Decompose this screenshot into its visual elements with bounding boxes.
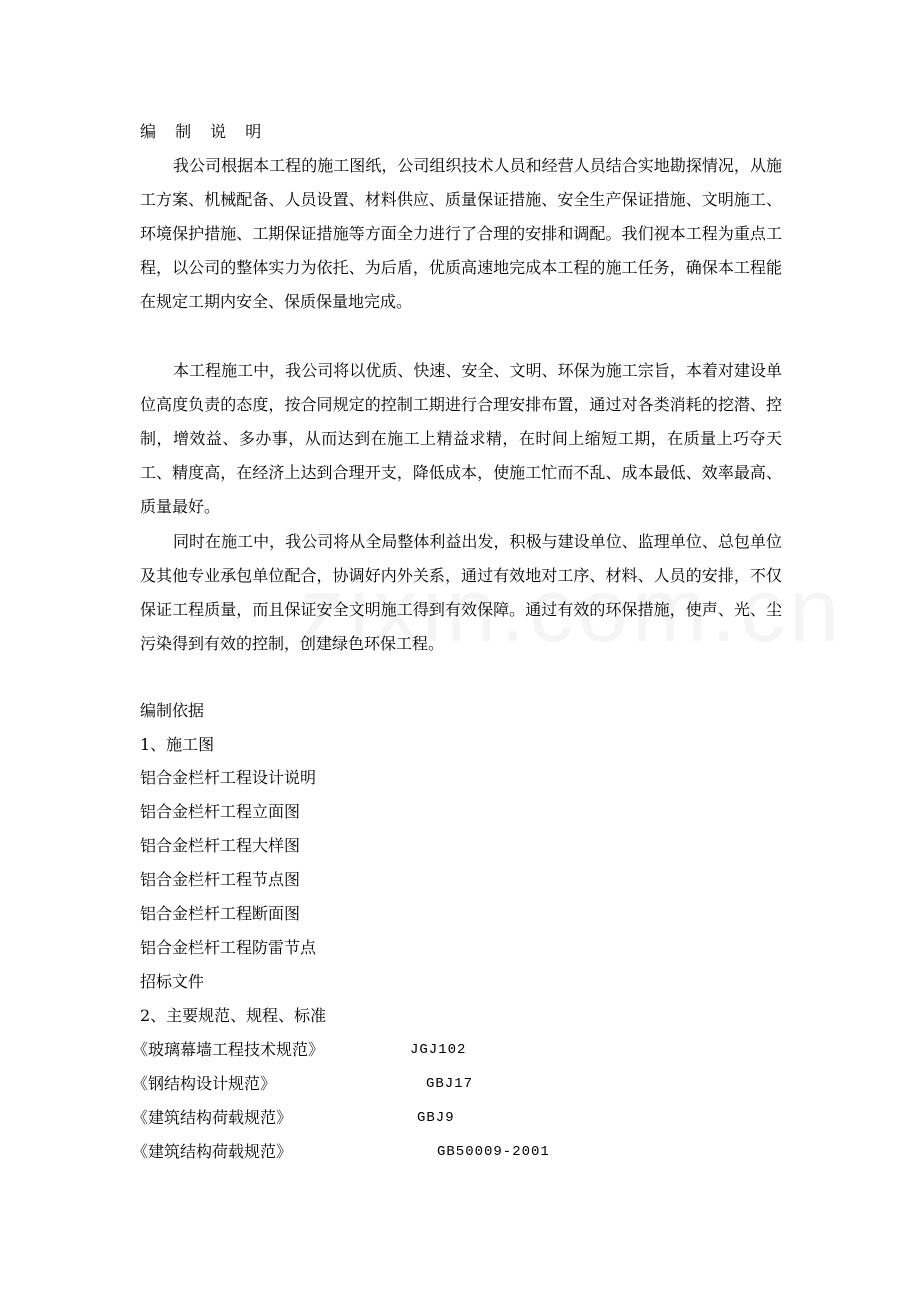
standard-code: GBJ17 — [426, 1076, 474, 1092]
standard-name: 《钢结构设计规范》 — [132, 1074, 277, 1093]
standards-section-title: 2、主要规范、规程、标准 — [140, 1006, 327, 1025]
drawing-item: 招标文件 — [140, 972, 205, 991]
drawings-section-title: 1、施工图 — [140, 735, 215, 754]
drawing-item: 铝合金栏杆工程立面图 — [140, 802, 301, 821]
basis-title: 编制依据 — [140, 701, 205, 720]
standard-name: 《建筑结构荷载规范》 — [132, 1142, 293, 1161]
drawing-item: 铝合金栏杆工程设计说明 — [140, 768, 317, 787]
paragraph-coordination: 同时在施工中，我公司将从全局整体利益出发，积极与建设单位、监理单位、总包单位及其他专业承包单位配合，协调好内外关系，通过有效地对工序、材料、人员的安排，不仅保证工程质量，而且保证安全文明施工得到有效保障。通过有效的环保措施，使声、光、尘污染得到有效的控制，创建绿色环保工程。 — [140, 532, 782, 653]
drawing-item: 铝合金栏杆工程防雷节点 — [140, 938, 317, 957]
standard-code: GB50009-2001 — [437, 1144, 550, 1160]
drawing-item: 铝合金栏杆工程大样图 — [140, 836, 301, 855]
standard-code: GBJ9 — [417, 1110, 455, 1126]
paragraph-principles: 本工程施工中，我公司将以优质、快速、安全、文明、环保为施工宗旨，本着对建设单位高度负责的态度，按合同规定的控制工期进行合理安排布置，通过对各类消耗的挖潜、控制，增效益、多办事，从而达到在施工上精益求精，在时间上缩短工期，在质量上巧夺天工、精度高，在经济上达到合理开支，降低成本，使施工忙而不乱、成本最低、效率最高、质量最好。 — [140, 361, 782, 516]
section-heading: 编 制 说 明 — [140, 122, 269, 141]
standard-name: 《玻璃幕墙工程技术规范》 — [132, 1040, 325, 1059]
standard-code: JGJ102 — [410, 1042, 467, 1058]
paragraph-intro: 我公司根据本工程的施工图纸，公司组织技术人员和经营人员结合实地勘探情况，从施工方案、机械配备、人员设置、材料供应、质量保证措施、安全生产保证措施、文明施工、环境保护措施、工期保证措施等方面全力进行了合理的安排和调配。我们视本工程为重点工程，以公司的整体实力为依托、为后盾，优质高速地完成本工程的施工任务，确保本工程能在规定工期内安全、保质保量地完成。 — [140, 156, 782, 311]
drawing-item: 铝合金栏杆工程节点图 — [140, 870, 301, 889]
standard-name: 《建筑结构荷载规范》 — [132, 1108, 293, 1127]
drawing-item: 铝合金栏杆工程断面图 — [140, 904, 301, 923]
